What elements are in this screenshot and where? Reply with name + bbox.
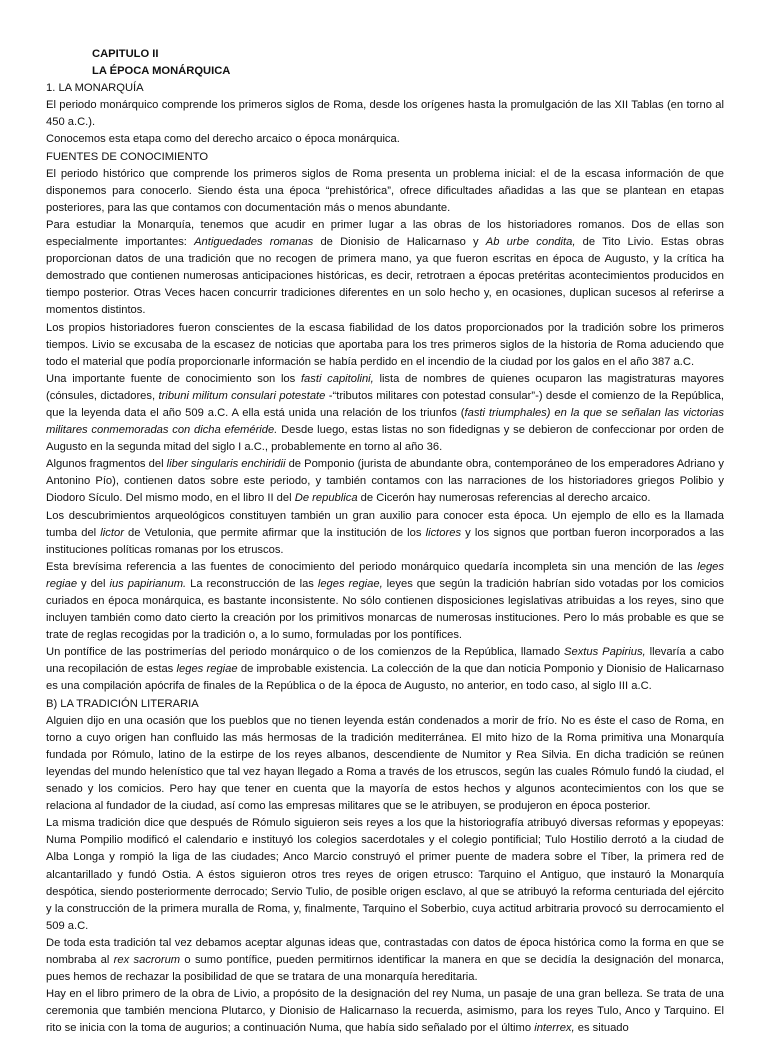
italic-term: ius papirianum. <box>109 577 187 590</box>
text: Hay en el libro primero de la obra de Livio, a propósito de la designación del rey Numa, un pasaje de una gran belleza. Se trata de una ceremonia que también menciona Plutarco, y Dionisio de Halicarnaso la recuerda, asimismo, para los reyes Tulo, Anco y Tarquino. El rito se inicia con la toma de augurios; a continuación Numa, que había sido señalado por el último <box>46 988 724 1035</box>
italic-term: leges regiae <box>176 663 238 676</box>
paragraph: Alguien dijo en una ocasión que los pueblos que no tienen leyenda están condenados a morir de frío. No es éste el caso de Roma, en torno a cuyo origen han confluido las más hermosas de la tradición mediterránea. El mito hizo de la Roma primitiva una Monarquía fundada por Rómulo, latino de la estirpe de los reyes albanos, descendiente de Numitor y Rea Silvia. En dicha tradición se reúnen leyendas del mundo helenístico que tal vez hayan llegado a Roma a través de los etruscos, según las cuales Rómulo fundó la ciudad, el senado y los comicios. Pero hay que tener en cuenta que la mayoría de estos hechos y algunos acontecimientos con los que se relaciona al fundador de la ciudad, así como las empresas militares que se le atribuyen, se produjeron en época posterior. <box>46 714 724 813</box>
text: de improbable existencia. La colección de la que dan noticia Pomponio y Dionisio de Halicarnaso es una compilación apócrifa de finales de la República o de la época de Augusto, no anterior, en todo caso, al siglo III a.C. <box>46 663 725 693</box>
text: De toda esta tradición tal vez debamos aceptar algunas ideas que, contrastadas con datos de época histórica como la forma en que se nombraba al <box>46 936 724 966</box>
chapter-number: CAPITULO II <box>92 48 159 60</box>
italic-term: lictores <box>425 526 462 539</box>
italic-term: lictor <box>100 526 124 539</box>
italic-term: interrex, <box>534 1022 575 1035</box>
text: -“tributos militares con potestad consular”-) desde el comienzo de la República, que la leyenda data el año 509 a.C. A ella está unida una relación de los triunfos ( <box>46 389 724 419</box>
paragraph <box>46 935 724 986</box>
italic-term: leges regiae <box>46 560 724 590</box>
italic-term: fasti triumphales) en la que se señalan las victorias militares conmemoradas con dicha efeméride. <box>46 406 724 437</box>
italic-term: Ab urbe condita, <box>485 236 576 249</box>
text: de Dionisio de Halicarnaso y <box>313 236 486 249</box>
italic-term: fasti capitolini, <box>300 372 374 385</box>
paragraph: El periodo histórico que comprende los primeros siglos de Roma presenta un problema inicial: el de la escasa información de que disponemos para conocerlo. Siendo ésta una época “prehistórica”, ofrece dificultades añadidas a las que se plantean en etapas posteriores, para las que contamos con documentación más o menos abundante. <box>46 167 724 214</box>
text: de Tito Livio. Estas obras proporcionan datos de una tradición que no recogen de primera mano, ya que fueron escritas en época de Augusto, y la crítica ha demostrado que contienen numerosas anticipaciones históricas, es decir, retrotraen a épocas pretéritas acontecimientos producidos en tiempo posterior. Otras Veces hacen concurrir tradiciones diferentes en un solo hecho y, en ocasiones, duplican sucesos al referirse a momentos distintos. <box>46 236 724 317</box>
text: de Cicerón hay numerosas referencias al derecho arcaico. <box>357 492 651 505</box>
text: lista de nombres de quienes ocuparon las magistraturas mayores (cónsules, dictadores, <box>46 372 724 402</box>
section-heading-monarquia: 1. LA MONARQUÍA <box>46 82 144 95</box>
text: de Vetulonia, que permite afirmar que la institución de los <box>123 526 426 539</box>
text: La reconstrucción de las <box>186 577 318 590</box>
text: de Pomponio (jurista de abundante obra, contemporáneo de los emperadores Adriano y Antonino Pío), contienen datos sobre este periodo, y también contamos con las narraciones de los historiadores griegos Polibio y Diodoro Sículo. Del mismo modo, en el libro II del <box>46 458 724 505</box>
paragraph <box>46 508 724 559</box>
text: Algunos fragmentos del <box>46 458 167 471</box>
text: Para estudiar la Monarquía, tenemos que acudir en primer lugar a las obras de los historiadores romanos. Dos de ellas son especialmente importantes: <box>46 218 724 249</box>
section-heading-fuentes: FUENTES DE CONOCIMIENTO <box>46 150 209 163</box>
text: o sumo pontífice, pueden permitirnos identificar la manera en que se decidía la designación del monarca, pues hemos de rechazar la posibilidad de que se tratara de una monarquía hereditaria. <box>46 953 724 984</box>
italic-term: Sextus Papirius, <box>564 646 646 659</box>
text: llevaría a cabo una recopilación de estas <box>46 646 724 676</box>
italic-term: rex sacrorum <box>113 953 181 966</box>
italic-term: liber singularis enchiridii <box>166 458 286 471</box>
text: Los descubrimientos arqueológicos constituyen también un gran auxilio para conocer esta época. Un ejemplo de ello es la llamada tumba del <box>46 509 724 539</box>
paragraph <box>46 217 724 320</box>
paragraph <box>46 371 724 456</box>
chapter-title: LA ÉPOCA MONÁRQUICA <box>92 65 231 78</box>
text: y los signos que portban fueron incorporados a las instituciones políticas romanas por los etruscos. <box>46 526 724 556</box>
document-page <box>46 46 724 1037</box>
paragraph <box>46 986 724 1037</box>
paragraph <box>46 456 724 507</box>
paragraph: Conocemos esta etapa como del derecho arcaico o época monárquica. <box>46 133 400 146</box>
text: Una importante fuente de conocimiento son los <box>46 372 301 385</box>
section-heading-tradicion: B) LA TRADICIÓN LITERARIA <box>46 697 199 710</box>
paragraph <box>46 559 724 644</box>
paragraph <box>46 644 724 695</box>
italic-term: tribuni militum consulari potestate <box>158 389 326 402</box>
italic-term: De republica <box>294 492 358 505</box>
paragraph: La misma tradición dice que después de Rómulo siguieron seis reyes a los que la historiografía atribuyó diversas reformas y epopeyas: Numa Pompilio modificó el calendario e instituyó los colegios sacerdotales y el colegio pontificial; Tulo Hostilio derrotó a la ciudad de Alba Longa y rompió la liga de las ciudades; Anco Marcio construyó el primer puente de madera sobre el Tíber, la primera red de alcantarillado y fundó Ostia. A éstos siguieron otros tres reyes de origen etrusco: Tarquino el Antiguo, que instauró la Monarquía despótica, siendo posteriormente derrocado; Servio Tulio, de posible origen esclavo, al que se atribuyó la reforma centuriada del ejército y la construcción de la primera muralla de Roma, y, finalmente, Tarquino el Soberbio, cuya actitud arbitraria provocó su derrocamiento el 509 a.C. <box>46 817 724 932</box>
text: Desde luego, estas listas no son fidedignas y se debieron de confeccionar por orden de Augusto en la segunda mitad del siglo I a.C., probablemente en torno al año 36. <box>46 424 724 454</box>
text: Esta brevísima referencia a las fuentes de conocimiento del periodo monárquico quedaría incompleta sin una mención de las <box>46 560 698 573</box>
text: leyes que según la tradición habrían sido votadas por los comicios curiados en época monárquica, es bastante inconsistente. No sólo contienen disposiciones legislativas atribuidas a los reyes, sino que incluyen también como dato cierto la creación por los primitivos monarcas de numerosas instituciones. Pero lo más probable es que se trate de reglas recogidas por la tradición o, a lo sumo, formuladas por los pontífices. <box>46 577 724 642</box>
text: es situado <box>574 1022 629 1035</box>
italic-term: leges regiae, <box>317 577 383 590</box>
paragraph: El periodo monárquico comprende los primeros siglos de Roma, desde los orígenes hasta la promulgación de las XII Tablas (en torno al 450 a.C.). <box>46 99 724 129</box>
paragraph: Los propios historiadores fueron conscientes de la escasa fiabilidad de los datos proporcionados por la tradición sobre los primeros tiempos. Livio se excusaba de la escasez de noticias que aportaba para los tres primeros siglos de la historia de Roma aduciendo que todo el material que podía proporcionarle información se había perdido en el incendio de la ciudad por los galos en el año 387 a.C. <box>46 321 724 368</box>
italic-term: Antiguedades romanas <box>194 236 314 249</box>
text: y del <box>77 577 110 590</box>
text: Un pontífice de las postrimerías del periodo monárquico o de los comienzos de la República, llamado <box>46 646 565 659</box>
